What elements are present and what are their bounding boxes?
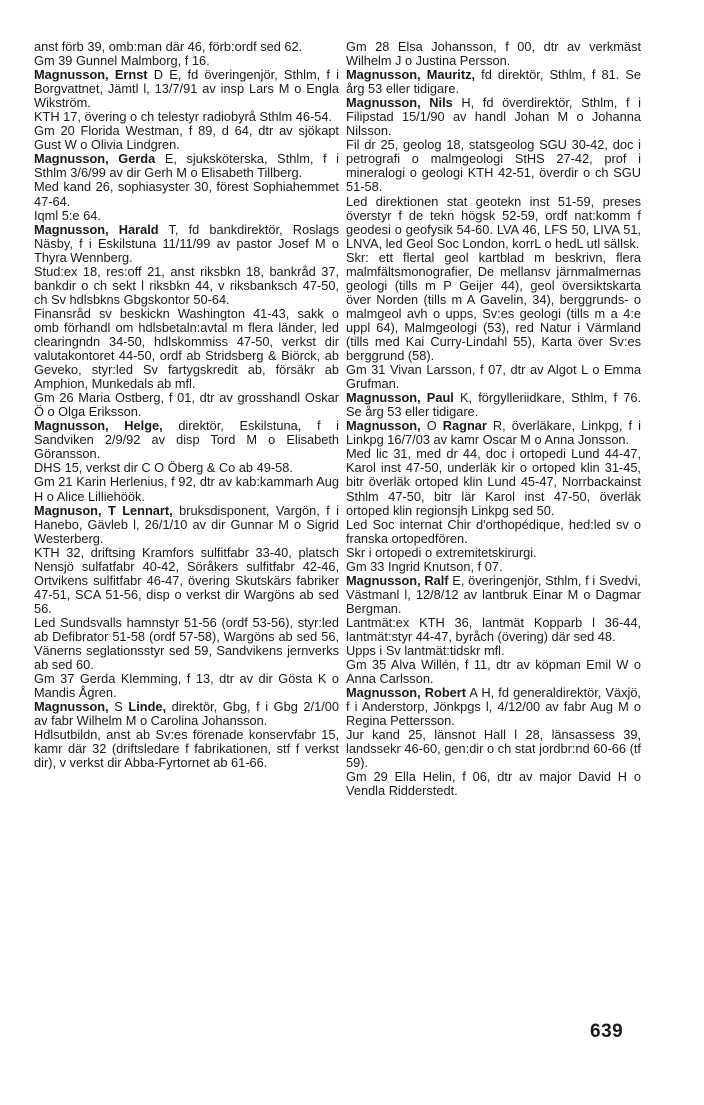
entry-text: K, förgylleriidkare, Sthlm, f 76. Se årg 53 eller tidigare. [346, 390, 642, 420]
entry-paragraph [346, 616, 641, 644]
entry-paragraph [346, 770, 641, 798]
entry-text: Iqml 5:e 64. [34, 207, 101, 223]
entry-text: Gm 35 Alva Willén, f 11, dtr av köpman Emil W o Anna Carlsson. [346, 657, 641, 687]
entry-paragraph [34, 391, 339, 419]
entry-paragraph [34, 40, 339, 54]
entry-paragraph [346, 40, 641, 68]
entry-paragraph [34, 475, 339, 503]
biography-entry [34, 419, 339, 461]
entry-paragraph [346, 363, 641, 391]
entry-text: Gm 21 Karin Herlenius, f 92, dtr av kab:kammarh Aug H o Alice Lilliehöök. [34, 474, 339, 504]
entry-text: fd direktör, Sthlm, f 81. Se årg 53 eller tidigare. [346, 67, 641, 97]
entry-text: bruksdisponent, Vargön, f i Hanebo, Gävleb l, 26/1/10 av dir Gunnar M o Sigrid Westerberg. [34, 502, 339, 546]
entry-paragraph [346, 138, 641, 194]
entry-text: Fil dr 25, geolog 18, statsgeolog SGU 30-42, doc i petrografi o malmgeologi StHS 27-42, prof i mineralogi o geologi KTH 42-51, överdir o ch SGU 51-58. [346, 137, 641, 195]
page-number: 639 [590, 1021, 624, 1042]
biography-entry [34, 152, 339, 180]
entry-name: Magnusson, Helge, [34, 418, 163, 434]
entry-text: Gm 31 Vivan Larsson, f 07, dtr av Algot L o Emma Grufman. [346, 362, 641, 392]
entry-paragraph [34, 728, 339, 770]
entry-paragraph [346, 560, 641, 574]
entry-paragraph [346, 728, 641, 770]
entry-text: Gm 29 Ella Helin, f 06, dtr av major David H o Vendla Ridderstedt. [346, 769, 641, 799]
entry-paragraph [34, 180, 339, 208]
entry-text: anst förb 39, omb:man där 46, förb:ordf sed 62. [34, 39, 303, 54]
entry-paragraph [346, 658, 641, 686]
entry-name: Magnusson, Mauritz, [346, 67, 476, 83]
entry-text: Skr: ett flertal geol kartblad m beskrivn, flera malmfältsmonografier, De mellansv järnmalmernas geologi (tills m P Geijer 44), geol översiktskarta över Norden (tills m A Gavelin, 34), berggrunds- o malmgeol avh o upps, Sv:es geologi (tills m a 4:e uppl 64), Malmgeologi (53), red Natur i Värmland (tills med Kai Curry-Lindahl 55), Karta över Sv:es berggrund (58). [346, 249, 641, 364]
entry-paragraph [346, 644, 641, 658]
entry-name: Magnusson, Ernst [34, 67, 148, 83]
entry-text: O [420, 418, 443, 434]
entry-text: R, överläkare, Linkpg, f i Linkpg 16/7/03 av kamr Oscar M o Anna Jonsson. [346, 418, 641, 448]
entry-text: H, fd överdirektör, Sthlm, f i Filipstad 15/1/90 av handl Johan M o Johanna Nilsson. [346, 95, 641, 139]
entry-name: Magnusson, Robert [346, 685, 467, 701]
biography-entry [346, 574, 641, 616]
entry-text: direktör, Eskilstuna, f i Sandviken 2/9/92 av disp Tord M o Elisabeth Göransson. [34, 418, 339, 462]
entry-paragraph [34, 307, 339, 391]
biography-entry [346, 68, 641, 96]
entry-name: Magnusson, Ralf [346, 572, 449, 588]
biography-entry [346, 96, 641, 138]
entry-text: Gm 26 Maria Ostberg, f 01, dtr av grosshandl Oskar Ö o Olga Eriksson. [34, 390, 339, 420]
biography-entry [346, 419, 641, 447]
entry-text: Gm 20 Florida Westman, f 89, d 64, dtr av sjökapt Gust W o Olivia Lindgren. [34, 123, 339, 153]
entry-name: Magnuson, T Lennart, [34, 502, 173, 518]
biography-entry [34, 68, 339, 110]
left-column [34, 40, 339, 770]
entry-name: Linde, [128, 699, 167, 715]
entry-text: Gm 28 Elsa Johansson, f 00, dtr av verkmäst Wilhelm J o Justina Persson. [346, 39, 641, 69]
entry-text: Led Sundsvalls hamnstyr 51-56 (ordf 53-56), styr:led ab Defibrator 51-58 (ordf 57-58), Wargöns ab sed 56, Vänerns seglationsstyr sed 59, Sandvikens jernverks ab sed 60. [34, 614, 339, 673]
entry-name: Magnusson, [346, 418, 421, 434]
entry-paragraph [346, 195, 641, 251]
entry-text: Led direktionen stat geotekn inst 51-59, preses överstyr f de tekn högsk 52-59, ordf nat:komm f geodesi o geofysik 54-60. LVA 46, LFS 50, LIVA 51, LNVA, led Geol Soc London, korrL o hedL utl sällsk. [346, 193, 641, 251]
entry-name: Magnusson, [34, 699, 109, 715]
entry-paragraph [34, 54, 339, 68]
entry-text: E, sjuksköterska, Sthlm, f i Sthlm 3/6/99 av dir Gerh M o Elisabeth Tillberg. [34, 151, 339, 181]
entry-text: Med lic 31, med dr 44, doc i ortopedi Lund 44-47, Karol inst 47-50, underläk kir o ortoped klin 31-45, bitr överläk ortoped klin Lund 45-47, Norrbackainst Sthlm 47-50, bitr lär Karol inst 47-50, överläk ortoped klin regionsjh Linkpg sed 50. [346, 446, 641, 518]
entry-text: direktör, Gbg, f i Gbg 2/1/00 av fabr Wilhelm M o Carolina Johansson. [34, 699, 339, 729]
entry-name: Magnusson, Gerda [34, 151, 156, 167]
entry-text: A H, fd generaldirektör, Växjö, f i Anderstorp, Jönkpgs l, 4/12/00 av fabr Aug M o Regina Pettersson. [346, 685, 641, 729]
entry-paragraph [34, 461, 339, 475]
entry-text: Gm 37 Gerda Klemming, f 13, dtr av dir Gösta K o Mandis Ågren. [34, 671, 339, 701]
biography-entry [34, 223, 339, 265]
entry-paragraph [346, 251, 641, 363]
biography-entry [346, 686, 641, 728]
entry-text: Jur kand 25, länsnot Hall l 28, länsassess 39, landssekr 46-60, gen:dir o ch stat jordbr:nd 60-66 (tf 59). [346, 727, 641, 771]
entry-text: Finansråd sv beskickn Washington 41-43, sakk o omb förhandl om hdlsbetaln:avtal m flera länder, led clearingndn 34-50, hdlskommiss 47-50, verkst dir valutakontoret 44-50, ordf ab Stridsberg & Biörck, ab Geveko, styr:led Sv fartygskredit ab, försäkr ab Amphion, Munkedals ab mfl. [34, 305, 339, 392]
entry-paragraph [346, 518, 641, 546]
right-column [346, 40, 641, 799]
entry-text: Led Soc internat Chir d'orthopédique, hed:led sv o franska ortopedfören. [346, 516, 641, 546]
entry-paragraph [34, 616, 339, 672]
biography-entry [34, 700, 339, 728]
entry-text: T, fd bankdirektör, Roslags Näsby, f i Eskilstuna 11/11/99 av pastor Josef M o Thyra Wennberg. [34, 221, 339, 265]
entry-text: KTH 32, driftsing Kramfors sulfitfabr 33-40, platsch Nensjö sulfatfabr 40-42, Söråkers sulfitfabr 42-46, Ortvikens sulfitfabr 46-47, övering Skutskärs fabriker 47-51, SCA 51-56, disp o verkst dir Wargöns ab sed 56. [34, 544, 339, 616]
entry-name: Magnusson, Nils [346, 95, 453, 111]
entry-text: Stud:ex 18, res:off 21, anst riksbkn 18, bankråd 37, bankdir o ch sekt l riksbkn 44, v riksbanksch 47-50, ch Sv hdlsbkns Gbgskontor 50-64. [34, 263, 339, 307]
entry-paragraph [34, 124, 339, 152]
entry-text: Gm 33 Ingrid Knutson, f 07. [346, 558, 503, 574]
entry-paragraph [34, 672, 339, 700]
entry-text: Upps i Sv lantmät:tidskr mfl. [346, 643, 505, 659]
entry-text: D E, fd överingenjör, Sthlm, f i Borgvattnet, Jämtl l, 13/7/91 av insp Lars M o Engla Wikström. [34, 67, 339, 111]
entry-text: S [108, 699, 129, 715]
entry-paragraph [34, 546, 339, 616]
entry-text: KTH 17, övering o ch telestyr radiobyrå Sthlm 46-54. [34, 109, 333, 125]
entry-text: DHS 15, verkst dir C O Öberg & Co ab 49-58. [34, 460, 293, 476]
biography-entry [34, 504, 339, 546]
entry-text: Gm 39 Gunnel Malmborg, f 16. [34, 53, 210, 69]
entry-paragraph [346, 546, 641, 560]
entry-name: Ragnar [442, 418, 487, 434]
entry-paragraph [34, 110, 339, 124]
entry-paragraph [34, 209, 339, 223]
biography-entry [346, 391, 641, 419]
entry-text: Lantmät:ex KTH 36, lantmät Kopparb l 36-44, lantmät:styr 44-47, byråch (övering) där sed 48. [346, 614, 641, 644]
entry-text: Hdlsutbildn, anst ab Sv:es förenade konservfabr 15, kamr där 32 (driftsledare f fabrikationen, stf f verkst dir), v verkst dir Abba-Fyrtornet ab 61-66. [34, 727, 339, 771]
entry-text: E, överingenjör, Sthlm, f i Svedvi, Västmanl l, 12/8/12 av lantbruk Einar M o Dagmar Bergman. [346, 572, 641, 616]
entry-name: Magnusson, Harald [34, 221, 159, 237]
entry-paragraph [346, 447, 641, 517]
entry-text: Med kand 26, sophiasyster 30, förest Sophiahemmet 47-64. [34, 179, 339, 209]
entry-paragraph [34, 265, 339, 307]
entry-text: Skr i ortopedi o extremitetskirurgi. [346, 544, 537, 560]
entry-name: Magnusson, Paul [346, 390, 454, 406]
